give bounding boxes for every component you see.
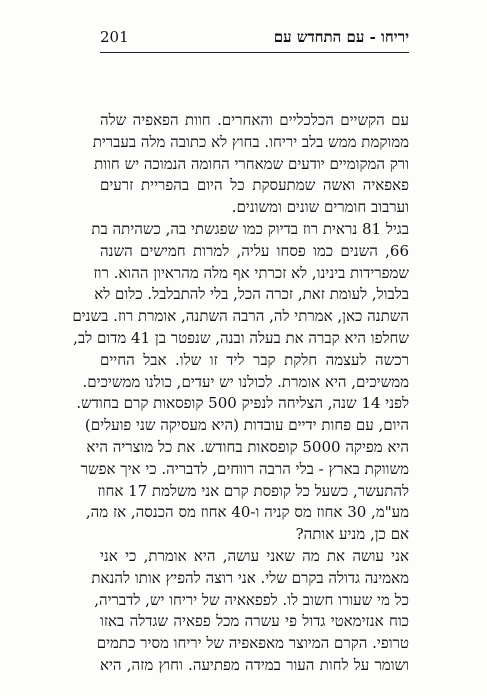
text-line: שמפרידות בינינו, לא זכרתי אף מלה מהראיון ההוא. רוז — [93, 263, 409, 282]
text-line: מאמינה גדולה בקרם שלי. אני רוצה להפיץ אותו להנאת — [91, 568, 409, 587]
text-line: ורק המקומיים יודעים שמאחרי החומה הנמוכה יש חוות — [94, 154, 409, 173]
text-line: כל מי שעורו חשוב לו. לפפאאיה של יריחו יש, לדבריה, — [94, 590, 409, 609]
text-line: רכשה לעצמה חלקת קבר ליד זו שלו. אבל החיים — [100, 350, 409, 369]
text-line: ושומר על לחות העור במידה מפתיעה. וחוץ מזה, היא — [100, 655, 409, 674]
text-line: ממשיכים, היא אומרת. לכולנו יש יעדים, כולנו ממשיכים. — [82, 372, 409, 391]
text-line: היום, עם פחות ידיים עובדות (היא מעסיקה שני פועלים) — [84, 416, 409, 435]
text-line: שחלפו היא קברה את בעלה ובנה, שנפטר בן 41 מדום לב, — [73, 328, 409, 347]
text-line: כוח אנזימאטי גדול פי עשרה מכל פפאיה שגדלה באזו — [100, 612, 409, 631]
page-number: 201 — [100, 28, 129, 46]
text-line: ממוקמת ממש בלב יריחו. בחוץ לא כתובה מלה בעברית — [92, 132, 409, 151]
text-line: מע"מ, 30 אחוז מס קניה ו-40 אחוז מס הכנסה, אז מה, — [85, 503, 409, 522]
text-line: השתנה כאן, אמרתי לה, הרבה השתנה, אומרת רוז. בשנים — [72, 307, 409, 326]
text-line: משווקת בארץ - בלי הרבה רווחים, לדבריה. כי איך אפשר — [80, 459, 409, 478]
paragraph-end-line: וערבוב חומרים שונים ומשונים. — [231, 198, 409, 217]
text-line: לפני 14 שנה, הצליחה לנפיק 500 קופסאות קרם בחודש. — [76, 394, 409, 413]
text-line: עם הקשיים הכלכליים והאחרים. חוות הפאפיה שלה — [100, 111, 409, 129]
text-line: בלבול, לעומת זאת, זכרה הכל, בלי להתבלבל. כלום לא — [94, 285, 409, 304]
text-line: בגיל 81 נראית רוז בדיוק כמו שפגשתי בה, כשהיתה בת — [91, 219, 409, 238]
text-line: להתעשר, כשעל כל קופסת קרם אני משלמת 17 אחוז — [97, 481, 409, 500]
body-text — [72, 110, 409, 677]
running-head: יריחו - עם התחדש עם — [273, 28, 409, 46]
paragraph-end-line: אם כן, מניע אותה? — [295, 525, 409, 544]
text-line: אני עושה את מה שאני עושה, היא אומרת, כי אני — [100, 546, 409, 565]
page-header — [100, 26, 409, 53]
text-line: טרופי. הקרם המיוצר מאפאפיה של יריחו מסיר כתמים — [96, 634, 409, 653]
text-line: פאפאיה ואשה שמתעסקת כל היום בהפריית זרעים — [100, 176, 409, 195]
text-line: 66, השנים כמו פסחו עליה, למרות חמישים השנה — [100, 241, 409, 260]
text-line: היא מפיקה 5000 קופסאות בחודש. את כל מוצריה היא — [86, 437, 409, 456]
